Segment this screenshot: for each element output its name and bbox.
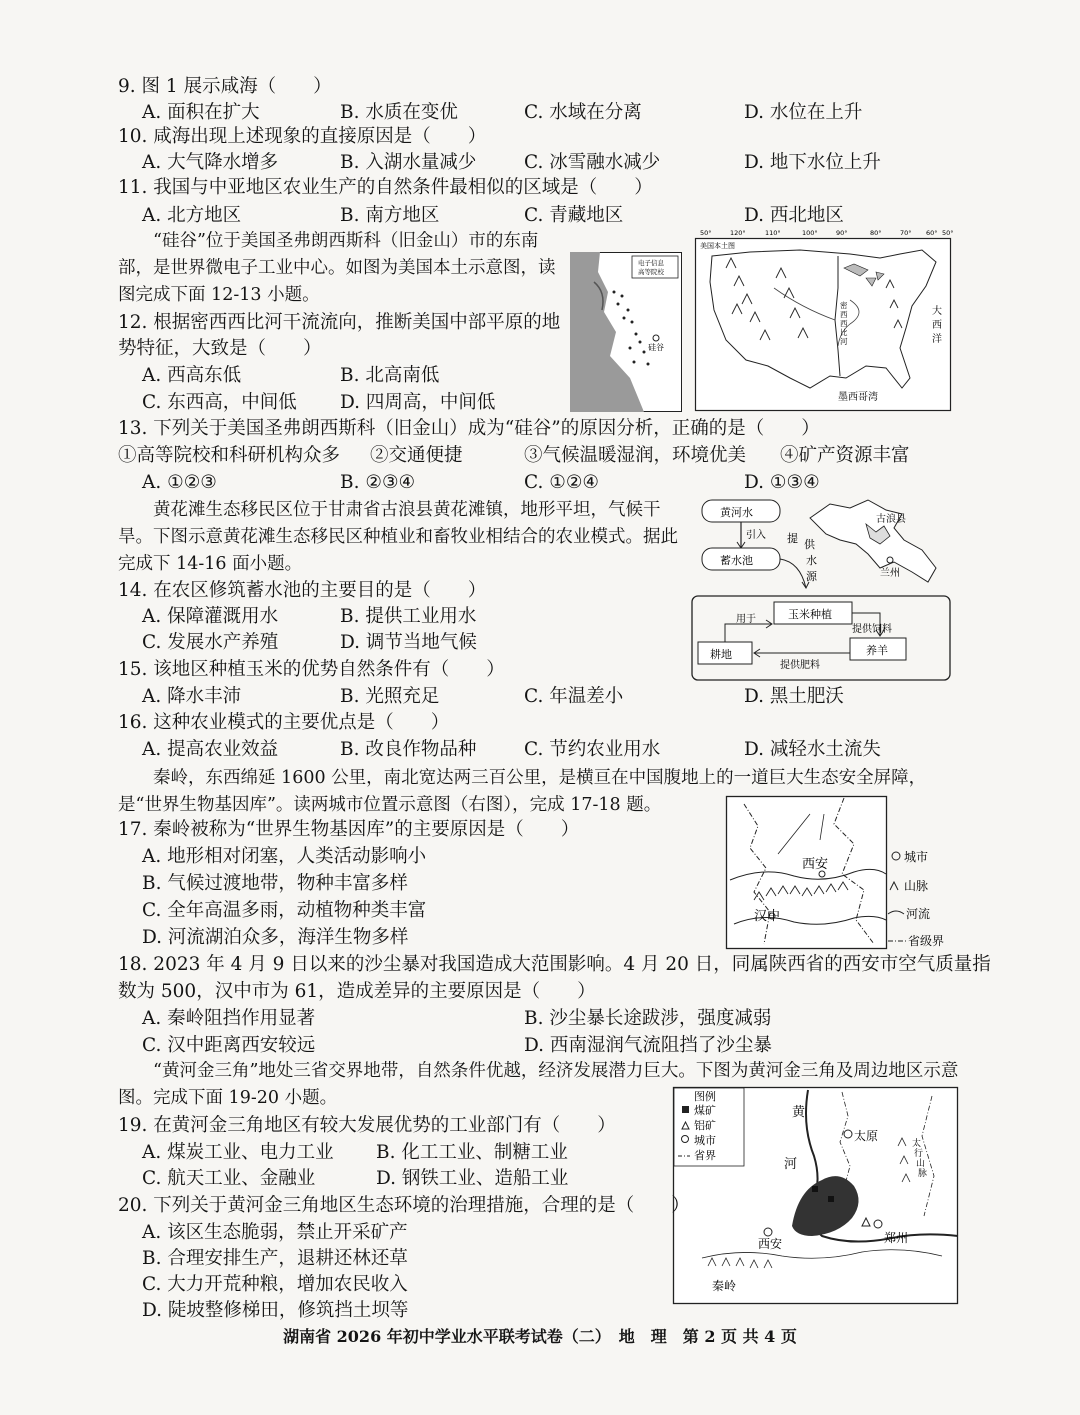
yellow-river-golden-triangle-map (672, 1086, 960, 1306)
legend-coal-mine: 煤矿 (694, 1104, 716, 1117)
flow-gulang-county: 古浪县 (876, 514, 906, 525)
page-footer: 湖南省 2026 年初中学业水平联考试卷（二） 地 理 第 2 页 共 4 页 (283, 1327, 797, 1346)
legend-mountain: 山脉 (904, 879, 929, 893)
passage-12-13: “硅谷”位于美国圣弗朗西斯科（旧金山）市的东南部，是世界微电子工业中心。如图为美国本土示意图，读图完成下面 12-13 小题。 (118, 231, 556, 305)
q19-option-d: D. 钢铁工业、造船工业 (376, 1168, 569, 1189)
q16-option-d: D. 减轻水土流失 (744, 739, 881, 760)
lon-label-7: 70° (900, 229, 912, 237)
lon-label-6: 80° (870, 229, 882, 237)
city-taiyuan: 太原 (854, 1129, 879, 1143)
q9-option-a: A. 面积在扩大 (142, 102, 260, 123)
q14-option-d: D. 调节当地气候 (340, 632, 477, 653)
q16-stem: 16. 这种农业模式的主要优点是（ ） (118, 712, 450, 733)
q19-option-b: B. 化工工业、制糖工业 (376, 1142, 568, 1163)
flow-yellow-river-water: 黄河水 (720, 506, 753, 519)
q9-option-d: D. 水位在上升 (744, 102, 863, 123)
flow-sheep: 养羊 (866, 644, 888, 657)
silicon-valley-inset-map (570, 252, 682, 412)
usa-map-title: 美国本土图 (700, 242, 735, 250)
lon-label-3: 110° (765, 229, 781, 237)
q10-option-b: B. 入湖水量减少 (340, 152, 477, 173)
q15-option-c: C. 年温差小 (524, 686, 624, 707)
passage-14-16: 黄花滩生态移民区位于甘肃省古浪县黄花滩镇，地形平坦，气候干旱。下图示意黄花滩生态移民区种植业和畜牧业相结合的农业模式。据此完成下 14-16 面小题。 (118, 500, 678, 574)
q20-option-a: A. 该区生态脆弱，禁止开采矿产 (142, 1222, 408, 1243)
lon-label-4: 100° (802, 229, 818, 237)
q20-option-b: B. 合理安排生产，退耕还林还草 (142, 1248, 408, 1269)
lon-label-5: 90° (836, 229, 848, 237)
q9-option-b: B. 水质在变优 (340, 102, 458, 123)
usa-mainland-map (690, 228, 955, 413)
q20-option-c: C. 大力开荒种粮，增加农民收入 (142, 1274, 408, 1295)
river-label-huang: 黄 (792, 1105, 806, 1120)
city-xian: 西安 (758, 1237, 783, 1251)
lon-label-1: 50° (700, 229, 712, 237)
q14-option-c: C. 发展水产养殖 (142, 632, 279, 653)
q20-option-d: D. 陡坡整修梯田，修筑挡土坝等 (142, 1300, 409, 1321)
river-label-he: 河 (784, 1157, 798, 1172)
q20-stem: 20. 下列关于黄河金三角地区生态环境的治理措施，合理的是（ ） (118, 1195, 690, 1216)
flow-provide-fertilizer: 提供肥料 (780, 660, 820, 671)
q15-option-a: A. 降水丰沛 (142, 686, 242, 707)
q11-option-b: B. 南方地区 (340, 205, 440, 226)
inset-city-label: 硅谷 (648, 343, 664, 352)
q14-stem: 14. 在农区修筑蓄水池的主要目的是（ ） (118, 580, 487, 601)
q15-stem: 15. 该地区种植玉米的优势自然条件有（ ） (118, 659, 505, 680)
flow-farmland: 耕地 (710, 648, 732, 661)
q14-option-b: B. 提供工业用水 (340, 606, 477, 627)
mississippi-river-label: 密西西比河 (840, 301, 848, 346)
q16-option-b: B. 改良作物品种 (340, 739, 477, 760)
q12-stem-line1: 12. 根据密西西比河干流流向，推断美国中部平原的地 (118, 312, 561, 333)
q10-option-d: D. 地下水位上升 (744, 152, 881, 173)
gulf-of-mexico-label: 墨西哥湾 (838, 392, 878, 403)
q13-statement-3: ③气候温暖湿润，环境优美 (524, 445, 747, 466)
q12-option-b: B. 北高南低 (340, 365, 440, 386)
passage-19-20: “黄河金三角”地处三省交界地带，自然条件优越，经济发展潜力巨大。下图为黄河金三角及周边地区示意图。完成下面 19-20 小题。 (118, 1061, 959, 1108)
q12-option-d: D. 四周高，中间低 (340, 392, 496, 413)
q19-stem: 19. 在黄河金三角地区有较大发展优势的工业部门有（ ） (118, 1115, 616, 1136)
legend-river: 河流 (906, 907, 931, 921)
passage-17-18: 秦岭，东西绵延 1600 公里，南北宽达两三百公里，是横亘在中国腹地上的一道巨大生态安全屏障，是“世界生物基因库”。读两城市位置示意图（右图），完成 17-18 题。 (118, 768, 927, 815)
flow-lanzhou: 兰州 (880, 568, 900, 579)
q18-stem-line2: 数为 500，汉中市为 61，造成差异的主要原因是（ ） (118, 981, 596, 1002)
q18-option-c: C. 汉中距离西安较远 (142, 1035, 316, 1056)
flow-corn-planting: 玉米种植 (788, 608, 832, 621)
q15-option-b: B. 光照充足 (340, 686, 440, 707)
q12-option-c: C. 东西高，中间低 (142, 392, 297, 413)
q9-stem: 9. 图 1 展示咸海（ ） (118, 76, 332, 97)
q17-stem: 17. 秦岭被称为“世界生物基因库”的主要原因是（ ） (118, 819, 580, 840)
q14-option-a: A. 保障灌溉用水 (142, 606, 279, 627)
q11-option-c: C. 青藏地区 (524, 205, 624, 226)
q16-option-a: A. 提高农业效益 (142, 739, 279, 760)
q10-option-a: A. 大气降水增多 (142, 152, 279, 173)
flow-provide-feed: 提供饲料 (852, 624, 892, 635)
q13-statement-4: ④矿产资源丰富 (780, 445, 910, 466)
q12-stem-line2: 势特征，大致是（ ） (118, 338, 322, 359)
legend-title: 图例 (694, 1090, 716, 1103)
q13-statement-1: ①高等院校和科研机构众多 (118, 445, 341, 466)
qinling-two-cities-map (724, 794, 956, 952)
qinling-label: 秦岭 (712, 1279, 737, 1293)
q18-option-d: D. 西南湿润气流阻挡了沙尘暴 (524, 1035, 772, 1056)
q17-option-b: B. 气候过渡地带，物种丰富多样 (142, 873, 408, 894)
qinling-city-hanzhong: 汉中 (754, 909, 781, 924)
q9-option-c: C. 水域在分离 (524, 102, 642, 123)
q18-stem-line1: 18. 2023 年 4 月 9 日以来的沙尘暴对我国造成大范围影响。4 月 20 日，同属陕西省的西安市空气质量指 (118, 954, 991, 975)
q15-option-d: D. 黑土肥沃 (744, 686, 844, 707)
q16-option-c: C. 节约农业用水 (524, 739, 661, 760)
q13-option-c: C. ①②④ (524, 472, 600, 493)
flow-supply-water: 提 供水源 (787, 532, 817, 583)
q10-stem: 10. 咸海出现上述现象的直接原因是（ ） (118, 126, 487, 147)
q11-option-d: D. 西北地区 (744, 205, 844, 226)
q11-option-a: A. 北方地区 (142, 205, 242, 226)
flow-introduce-label: 引入 (746, 530, 766, 541)
legend-aluminum-mine: 铝矿 (694, 1119, 716, 1132)
q11-stem: 11. 我国与中亚地区农业生产的自然条件最相似的区域是（ ） (118, 177, 653, 198)
q12-option-a: A. 西高东低 (142, 365, 242, 386)
q13-option-d: D. ①③④ (744, 472, 820, 493)
inset-legend-electronics: 电子信息 (638, 259, 664, 267)
flow-reservoir: 蓄水池 (720, 554, 753, 567)
q13-option-a: A. ①②③ (142, 472, 217, 493)
q19-option-c: C. 航天工业、金融业 (142, 1168, 316, 1189)
inset-legend-university: 高等院校 (638, 268, 664, 276)
q17-option-c: C. 全年高温多雨，动植物种类丰富 (142, 900, 427, 921)
q19-option-a: A. 煤炭工业、电力工业 (142, 1142, 334, 1163)
q18-option-b: B. 沙尘暴长途跋涉，强度减弱 (524, 1008, 772, 1029)
atlantic-label: 大西洋 (932, 306, 942, 345)
q17-option-a: A. 地形相对闭塞，人类活动影响小 (142, 846, 427, 867)
flow-used-for: 用于 (736, 614, 756, 625)
q18-option-a: A. 秦岭阻挡作用显著 (142, 1008, 316, 1029)
q13-option-b: B. ②③④ (340, 472, 416, 493)
legend-city: 城市 (904, 850, 929, 864)
taihang-mountains-label: 太行山脉 (912, 1139, 928, 1179)
q13-statement-2: ②交通便捷 (370, 445, 463, 466)
q10-option-c: C. 冰雪融水减少 (524, 152, 661, 173)
lon-label-2: 120° (730, 229, 746, 237)
legend-city: 城市 (694, 1134, 716, 1147)
city-zhengzhou: 郑州 (884, 1231, 909, 1245)
farming-pattern-diagram (690, 492, 952, 684)
q17-option-d: D. 河流湖泊众多，海洋生物多样 (142, 927, 409, 948)
q13-stem: 13. 下列关于美国圣弗朗西斯科（旧金山）成为“硅谷”的原因分析，正确的是（ ） (118, 418, 820, 439)
lon-label-8: 60° (926, 229, 938, 237)
qinling-city-xian: 西安 (802, 857, 829, 872)
legend-province-boundary: 省界 (694, 1149, 716, 1162)
legend-provincial-boundary: 省级界 (908, 934, 945, 948)
lon-label-9: 50° (942, 229, 954, 237)
